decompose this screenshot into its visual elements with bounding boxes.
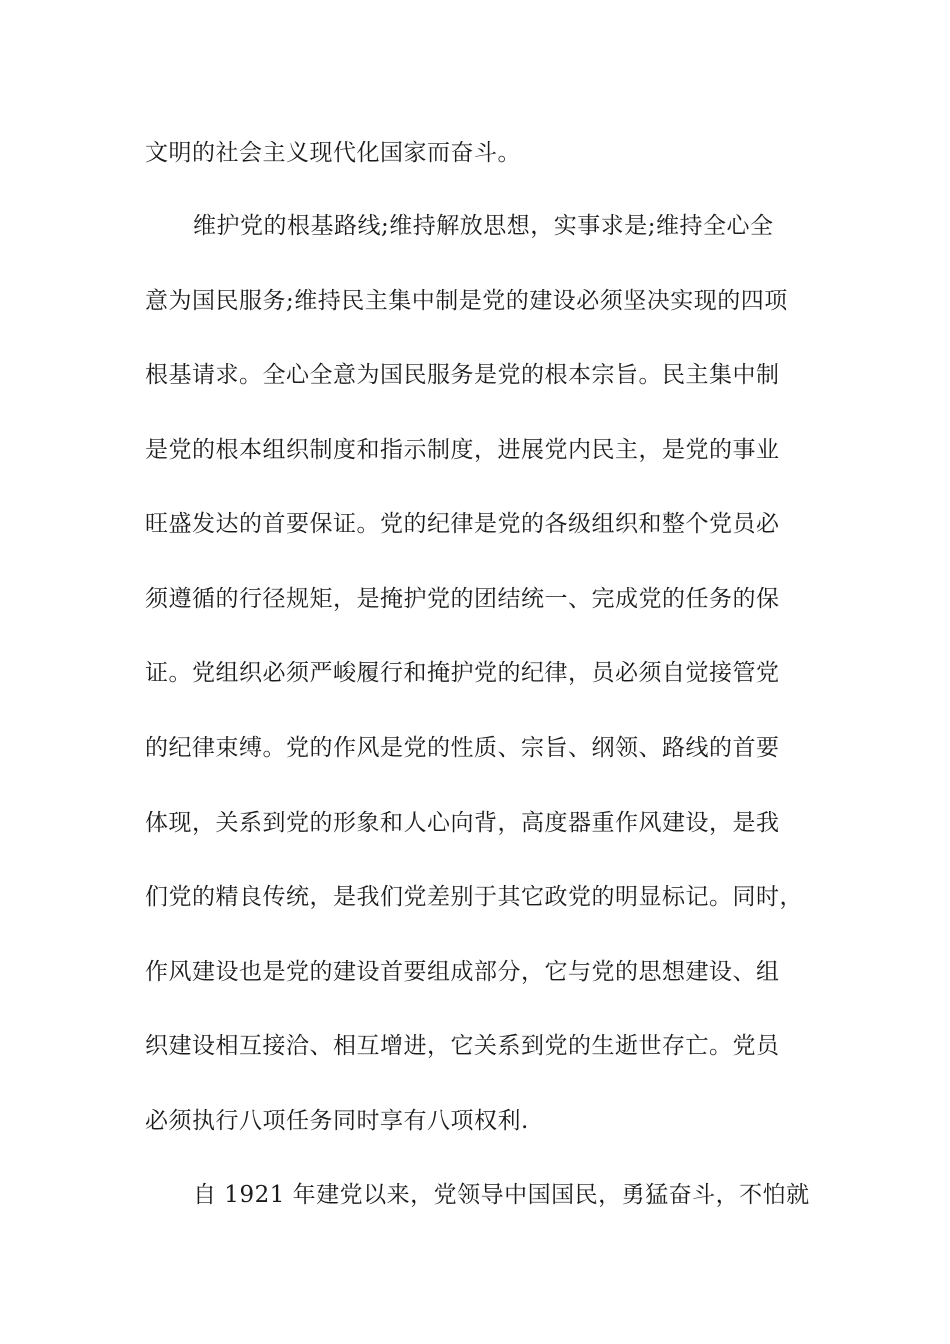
text-line-6: 旺盛发达的首要保证。党的纪律是党的各级组织和整个党员必 [145,511,780,537]
text-line-14: 必须执行八项任务同时享有八项权利. [145,1108,529,1134]
text-line-15: 自 1921 年建党以来，党领导中国国民，勇猛奋斗，不怕就 [193,1182,810,1208]
text-line-12: 作风建设也是党的建设首要组成部分，它与党的思想建设、组 [145,959,780,985]
text-line-4: 根基请求。全心全意为国民服务是党的根本宗旨。民主集中制 [145,362,780,388]
text-line-2: 维护党的根基路线;维持解放思想，实事求是;维持全心全 [193,213,774,239]
text-line-8: 证。党组织必须严峻履行和掩护党的纪律，员必须自觉接管党 [145,660,780,686]
text-line-9: 的纪律束缚。党的作风是党的性质、宗旨、纲领、路线的首要 [145,735,780,761]
text-line-5: 是党的根本组织制度和指示制度，进展党内民主，是党的事业 [145,437,780,463]
text-line-13: 织建设相互接洽、相互增进，它关系到党的生逝世存亡。党员 [145,1033,780,1059]
text-line-3: 意为国民服务;维持民主集中制是党的建设必须坚决实现的四项 [145,288,788,314]
text-line-10: 体现，关系到党的形象和人心向背，高度器重作风建设，是我 [145,810,780,836]
text-line-7: 须遵循的行径规矩，是掩护党的团结统一、完成党的任务的保 [145,586,780,612]
text-line-11: 们党的精良传统，是我们党差别于其它政党的明显标记。同时， [145,884,803,910]
text-line-1: 文明的社会主义现代化国家而奋斗。 [145,140,521,166]
